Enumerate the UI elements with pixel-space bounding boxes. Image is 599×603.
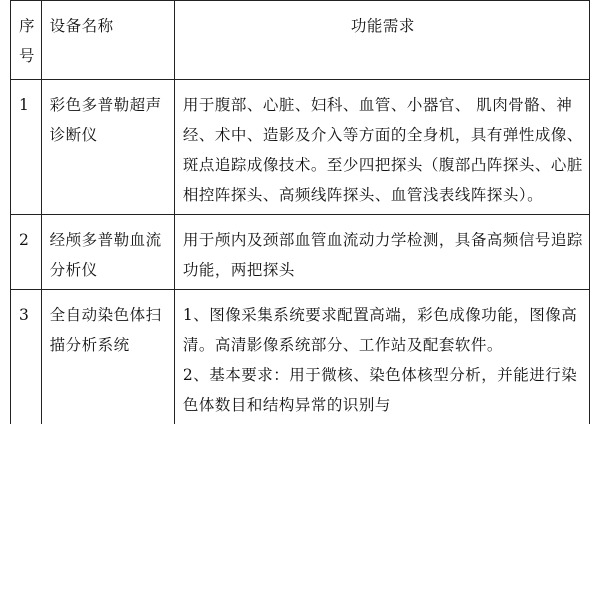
table-row xyxy=(11,290,590,425)
requirement-paragraph: 2、基本要求：用于微核、染色体核型分析，并能进行染色体数目和结构异常的识别与 xyxy=(182,366,578,414)
table-row xyxy=(11,215,590,290)
row-device-name: 全自动染色体扫描分析系统 xyxy=(41,290,174,425)
requirement-paragraph: 1、图像采集系统要求配置高端，彩色成像功能，图像高清。高清影像系统部分、工作站及配套软件。 xyxy=(182,306,578,354)
header-device-name: 设备名称 xyxy=(41,1,174,80)
row-device-name: 彩色多普勒超声诊断仪 xyxy=(41,80,174,215)
table-row xyxy=(11,80,590,215)
requirement-paragraph: 用于颅内及颈部血管血流动力学检测，具备高频信号追踪功能，两把探头 xyxy=(182,231,583,279)
row-serial-number: 2 xyxy=(11,215,42,290)
header-function-requirements: 功能需求 xyxy=(174,1,589,80)
row-serial-number: 3 xyxy=(11,290,42,425)
row-function-requirements xyxy=(174,290,589,425)
header-row xyxy=(11,1,590,80)
equipment-table-container xyxy=(10,0,590,603)
row-device-name: 经颅多普勒血流分析仪 xyxy=(41,215,174,290)
row-function-requirements xyxy=(174,215,589,290)
row-function-requirements xyxy=(174,80,589,215)
row-serial-number: 1 xyxy=(11,80,42,215)
requirement-paragraph: 用于腹部、心脏、妇科、血管、小器官、 肌肉骨骼、神经、术中、造影及介入等方面的全身机，具有弹性成像、斑点追踪成像技术。至少四把探头（腹部凸阵探头、心脏相控阵探头、高频线阵探头、血管浅表线阵探头）。 xyxy=(182,96,583,204)
equipment-requirements-table xyxy=(10,0,590,424)
header-serial-number: 序号 xyxy=(11,1,42,80)
